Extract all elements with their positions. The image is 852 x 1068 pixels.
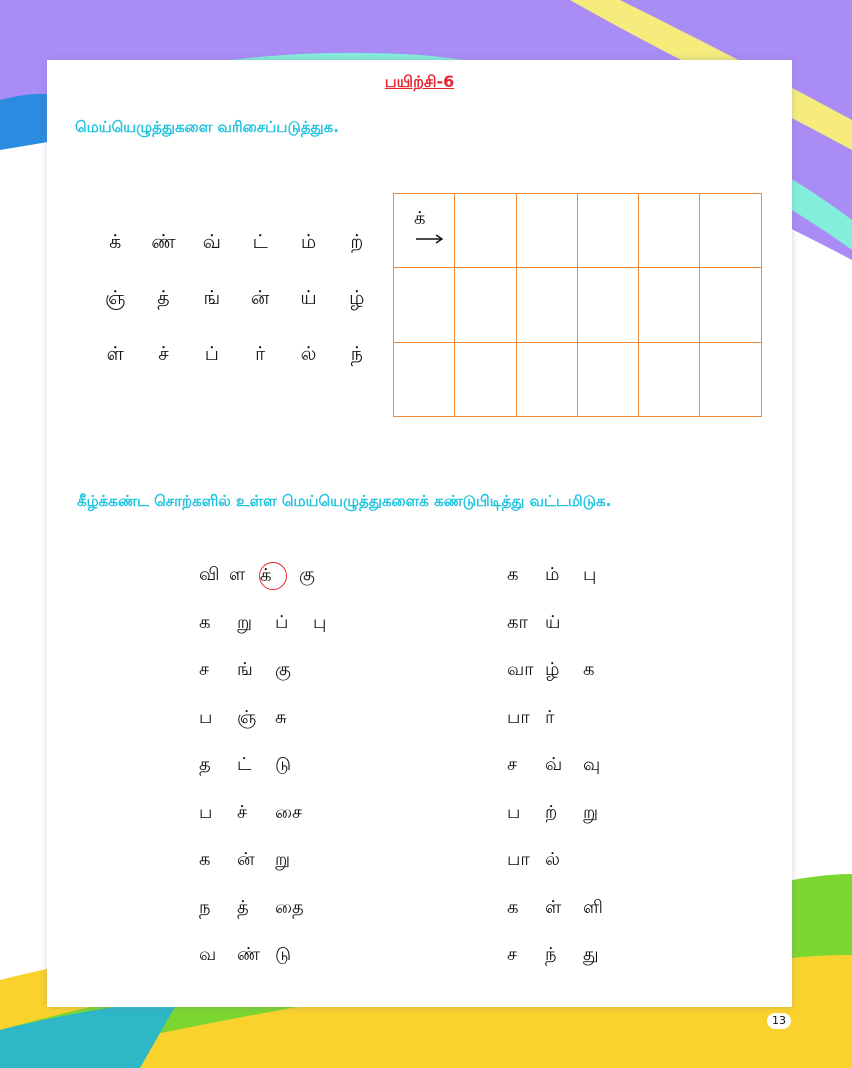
- answer-cell[interactable]: [394, 343, 455, 417]
- consonant-letter: ச்: [158, 342, 169, 365]
- word-syllable[interactable]: ங்: [237, 659, 253, 681]
- letter-row: [91, 271, 381, 327]
- word-syllable[interactable]: ச: [199, 659, 209, 681]
- circled-consonant[interactable]: க்: [259, 562, 287, 590]
- consonant-letter: ம்: [300, 230, 317, 253]
- answer-cell[interactable]: [394, 194, 455, 268]
- answer-cell[interactable]: [639, 194, 700, 268]
- answer-cell[interactable]: [578, 343, 639, 417]
- word-syllable[interactable]: ள்: [545, 896, 562, 918]
- answer-cell[interactable]: [578, 194, 639, 268]
- arrow-right-icon: [416, 234, 444, 244]
- word-row: [507, 837, 621, 885]
- consonant-letter: ப்: [204, 342, 219, 365]
- answer-grid: [393, 193, 762, 417]
- word-syllable[interactable]: ந்: [545, 944, 557, 966]
- word-syllable[interactable]: ள: [229, 564, 246, 586]
- word-row: [199, 742, 351, 790]
- answer-cell[interactable]: [517, 343, 578, 417]
- word-syllable[interactable]: தை: [275, 896, 304, 918]
- word-row: [199, 790, 351, 838]
- word-syllable[interactable]: சை: [275, 801, 302, 823]
- answer-cell[interactable]: [517, 268, 578, 342]
- answer-cell[interactable]: [517, 194, 578, 268]
- answer-cell[interactable]: [639, 343, 700, 417]
- page-title: பயிற்சி-6: [384, 72, 455, 91]
- consonant-letter: வ்: [202, 230, 221, 253]
- consonant-letter: ல்: [300, 342, 317, 365]
- word-syllable[interactable]: று: [275, 849, 291, 871]
- word-syllable[interactable]: ல்: [545, 849, 560, 871]
- answer-cell[interactable]: [455, 343, 516, 417]
- word-syllable[interactable]: சு: [275, 706, 287, 728]
- consonant-letter: ங்: [203, 286, 221, 309]
- word-row: [507, 932, 621, 980]
- word-syllable[interactable]: கு: [275, 659, 291, 681]
- word-syllable[interactable]: வ: [199, 944, 217, 966]
- word-row: [199, 552, 351, 600]
- word-syllable[interactable]: ழ்: [545, 659, 560, 681]
- word-syllable[interactable]: ச: [507, 944, 517, 966]
- word-syllable[interactable]: ண்: [237, 944, 260, 966]
- sample-letter: க்: [414, 208, 426, 229]
- answer-cell[interactable]: [700, 194, 761, 268]
- word-syllable[interactable]: கா: [507, 611, 528, 633]
- consonant-letter: ய்: [300, 286, 317, 309]
- answer-cell[interactable]: [639, 268, 700, 342]
- answer-cell[interactable]: [455, 194, 516, 268]
- word-syllable[interactable]: பா: [507, 706, 530, 728]
- word-syllable[interactable]: று: [583, 801, 599, 823]
- word-list-left: [199, 552, 351, 980]
- answer-cell[interactable]: [578, 268, 639, 342]
- consonant-letter-set: [91, 215, 381, 383]
- word-row: [199, 647, 351, 695]
- word-syllable[interactable]: ப: [199, 706, 213, 728]
- word-list-right: [507, 552, 621, 980]
- word-syllable[interactable]: பா: [507, 849, 530, 871]
- word-syllable[interactable]: து: [583, 944, 599, 966]
- answer-cell[interactable]: [455, 268, 516, 342]
- word-syllable[interactable]: க: [507, 564, 519, 586]
- word-row: [507, 695, 621, 743]
- word-syllable[interactable]: ர்: [545, 706, 555, 728]
- word-syllable[interactable]: க: [583, 659, 595, 681]
- word-syllable[interactable]: க: [199, 611, 211, 633]
- word-syllable[interactable]: ன்: [237, 849, 255, 871]
- answer-cell[interactable]: [700, 268, 761, 342]
- word-row: [507, 790, 621, 838]
- word-syllable[interactable]: க: [507, 896, 519, 918]
- word-syllable[interactable]: ப: [199, 801, 213, 823]
- letter-row: [91, 215, 381, 271]
- word-syllable[interactable]: ய்: [545, 611, 561, 633]
- instruction-circle-consonants: கீழ்க்கண்ட சொற்களில் உள்ள மெய்யெழுத்துகளைக் கண்டுபிடித்து வட்டமிடுக.: [77, 492, 612, 510]
- word-syllable[interactable]: ச்: [237, 801, 247, 823]
- consonant-letter: ற்: [350, 230, 364, 253]
- word-syllable[interactable]: று: [237, 611, 253, 633]
- word-syllable[interactable]: வி: [199, 564, 220, 586]
- instruction-order-consonants: மெய்யெழுத்துகளை வரிசைப்படுத்துக.: [75, 118, 339, 136]
- word-syllable[interactable]: ப்: [275, 611, 289, 633]
- word-syllable[interactable]: ஞ்: [237, 706, 257, 728]
- consonant-letter: ழ்: [349, 286, 365, 309]
- consonant-letter: க்: [109, 230, 122, 253]
- word-syllable[interactable]: ளி: [583, 896, 603, 918]
- word-row: [507, 742, 621, 790]
- answer-cell[interactable]: [700, 343, 761, 417]
- consonant-letter: ர்: [255, 342, 266, 365]
- word-syllable[interactable]: வ்: [545, 754, 563, 776]
- word-syllable[interactable]: வா: [507, 659, 534, 681]
- word-syllable[interactable]: பு: [583, 564, 597, 586]
- word-syllable[interactable]: கு: [299, 564, 315, 586]
- word-row: [199, 932, 351, 980]
- consonant-letter: த்: [157, 286, 170, 309]
- word-row: [199, 885, 351, 933]
- word-row: [507, 600, 621, 648]
- consonant-letter: ள்: [106, 342, 124, 365]
- word-syllable[interactable]: த்: [237, 896, 249, 918]
- consonant-letter: ன்: [250, 286, 270, 309]
- letter-row: [91, 327, 381, 383]
- word-syllable[interactable]: ப: [507, 801, 521, 823]
- word-row: [507, 885, 621, 933]
- page-number: 13: [767, 1013, 791, 1029]
- word-syllable[interactable]: வு: [583, 754, 601, 776]
- word-row: [199, 600, 351, 648]
- word-row: [507, 647, 621, 695]
- consonant-letter: ண்: [151, 230, 176, 253]
- word-syllable[interactable]: ச: [507, 754, 517, 776]
- word-syllable[interactable]: ற்: [545, 801, 558, 823]
- word-syllable[interactable]: க: [199, 849, 211, 871]
- word-syllable[interactable]: பு: [313, 611, 327, 633]
- word-syllable[interactable]: டு: [275, 754, 292, 776]
- answer-cell[interactable]: [394, 268, 455, 342]
- word-syllable[interactable]: டு: [275, 944, 292, 966]
- consonant-letter: ட்: [252, 230, 268, 253]
- word-syllable[interactable]: ம்: [545, 564, 560, 586]
- worksheet-card: [47, 60, 792, 1007]
- word-row: [507, 552, 621, 600]
- word-syllable[interactable]: ந: [199, 896, 211, 918]
- consonant-letter: ந்: [350, 342, 363, 365]
- consonant-letter: ஞ்: [104, 286, 126, 309]
- word-row: [199, 695, 351, 743]
- word-row: [199, 837, 351, 885]
- word-syllable[interactable]: ட்: [237, 754, 252, 776]
- word-syllable[interactable]: த: [199, 754, 211, 776]
